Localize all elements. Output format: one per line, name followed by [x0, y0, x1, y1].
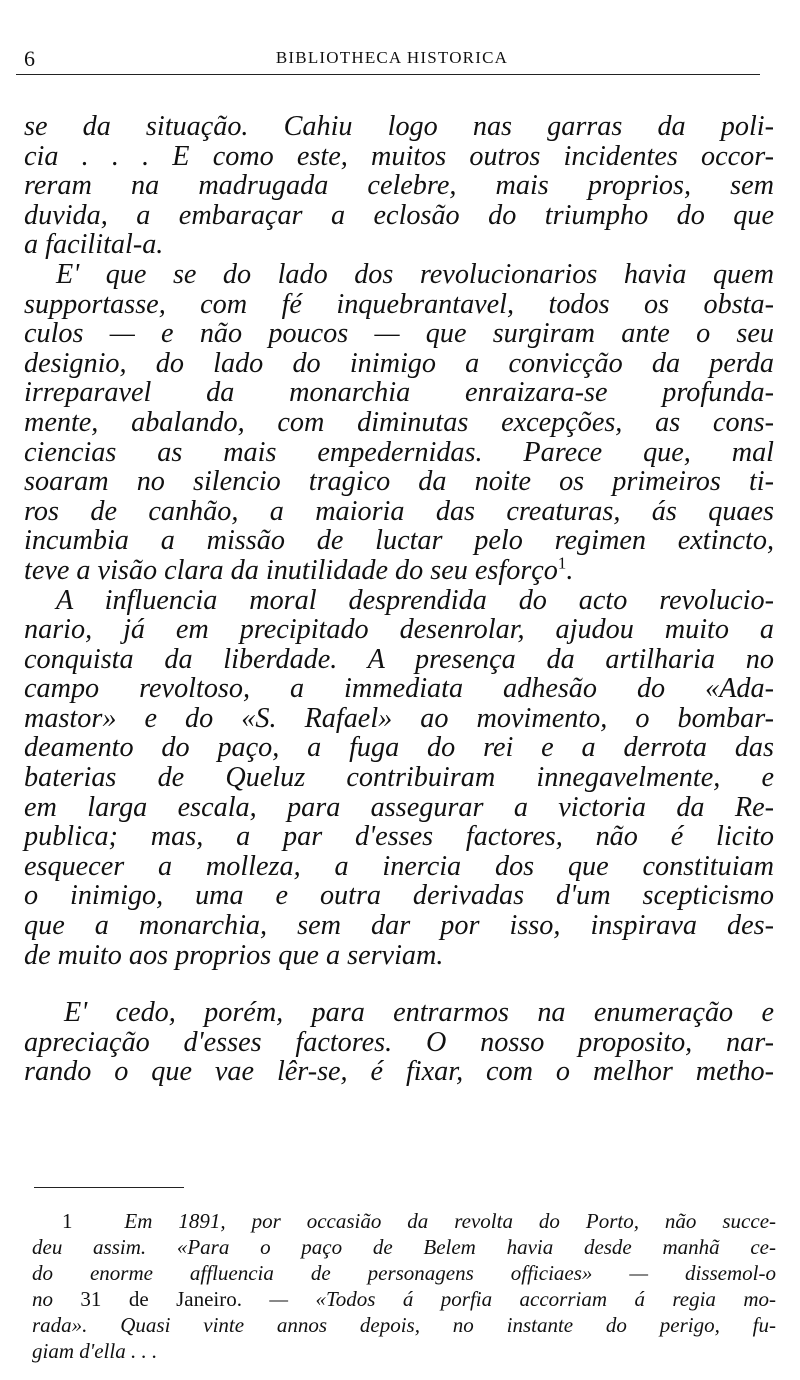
text-line: reram na madrugada celebre, mais proprios, sem: [24, 170, 774, 202]
text-line: esquecer a molleza, a inercia dos que constituiam: [24, 850, 774, 882]
text-line: ciencias as mais empedernidas. Parece que, mal: [24, 436, 774, 468]
text-line: supportasse, com fé inquebrantavel, todos os obsta-: [24, 288, 774, 320]
footnote-line: do enorme affluencia de personagens officiaes» — dissemol-o: [32, 1261, 776, 1285]
text-line: mente, abalando, com diminutas excepções, as cons-: [24, 406, 774, 438]
text-line: mastor» e do «S. Rafael» ao movimento, o bombar-: [24, 702, 774, 734]
text-fragment: Em 1891, por occasião da revolta do Porto, não succe-: [124, 1209, 777, 1233]
text-line: que a monarchia, sem dar por isso, inspirava des-: [24, 910, 774, 942]
text-line: se da situação. Cahiu logo nas garras da poli-: [24, 111, 774, 142]
text-fragment: no: [32, 1287, 81, 1311]
footnote-line: deu assim. «Para o paço de Belem havia desde manhã ce-: [32, 1235, 776, 1259]
paragraph-3: [24, 586, 774, 971]
footnote-line: [32, 1286, 776, 1312]
text-line: publica; mas, a par d'esses factores, não é licito: [24, 821, 774, 853]
text-line: duvida, a embaraçar a eclosão do triumpho do que: [24, 199, 774, 231]
text-line-with-footnote: [24, 553, 774, 586]
text-line: apreciação d'esses factores. O nosso proposito, nar-: [24, 1026, 774, 1058]
footnote-reference: 1: [557, 553, 567, 573]
page-number: 6: [24, 46, 35, 71]
text-line: deamento do paço, a fuga do rei e a derrota das: [24, 732, 774, 764]
footnote-line: rada». Quasi vinte annos depois, no instante do perigo, fu-: [32, 1313, 776, 1337]
footnote-marker: 1: [62, 1209, 73, 1233]
paragraph-spacer: [24, 970, 774, 998]
text-fragment: teve a visão clara da inutilidade do seu esforço: [24, 554, 558, 586]
text-line: conquista da liberdade. A presença da artilharia no: [24, 643, 774, 675]
text-line: soaram no silencio tragico da noite os primeiros ti-: [24, 466, 774, 498]
text-line: baterias de Queluz contribuiram innegavelmente, e: [24, 762, 774, 794]
header-rule: [16, 74, 760, 75]
text-line: cia . . . E como este, muitos outros incidentes occor-: [24, 140, 774, 172]
paragraph-4: [24, 998, 774, 1087]
text-line: campo revoltoso, a immediata adhesão do «Ada-: [24, 673, 774, 705]
footnote-1: [32, 1208, 776, 1364]
text-fragment: — «Todos á porfia accorriam á regia mo-: [241, 1287, 776, 1311]
text-line: E' que se do lado dos revolucionarios havia quem: [56, 258, 774, 290]
text-line: nario, já em precipitado desenrolar, ajudou muito a: [24, 614, 774, 646]
text-line: irreparavel da monarchia enraizara-se profunda-: [24, 377, 774, 409]
text-line: o inimigo, uma e outra derivadas d'um scepticismo: [24, 880, 774, 912]
paragraph-1: [24, 112, 774, 260]
text-line: A influencia moral desprendida do acto revolucio-: [56, 584, 774, 616]
text-fragment: .: [566, 554, 574, 586]
main-text: [24, 112, 774, 1087]
footnote-line: [32, 1208, 776, 1234]
footnote-rule: [34, 1187, 184, 1188]
text-fragment: 31 de Janeiro.: [80, 1287, 242, 1311]
text-line: incumbia a missão de luctar pelo regimen extincto,: [24, 525, 774, 557]
text-line: em larga escala, para assegurar a victoria da Re-: [24, 791, 774, 823]
running-title: BIBLIOTHECA HISTORICA: [275, 48, 509, 67]
text-line: a facilital-a.: [24, 229, 164, 261]
paragraph-2: [24, 260, 774, 586]
text-line: designio, do lado do inimigo a convicção da perda: [24, 347, 774, 379]
text-line: ros de canhão, a maioria das creaturas, ás quaes: [24, 495, 774, 527]
text-line: E' cedo, porém, para entrarmos na enumeração e: [64, 997, 774, 1029]
text-line: de muito aos proprios que a serviam.: [24, 939, 444, 971]
footnote-line: giam d'ella . . .: [32, 1339, 158, 1363]
text-line: culos — e não poucos — que surgiram ante o seu: [24, 318, 774, 350]
running-head: [24, 40, 760, 74]
text-line: rando o que vae lêr-se, é fixar, com o melhor metho-: [24, 1056, 774, 1088]
